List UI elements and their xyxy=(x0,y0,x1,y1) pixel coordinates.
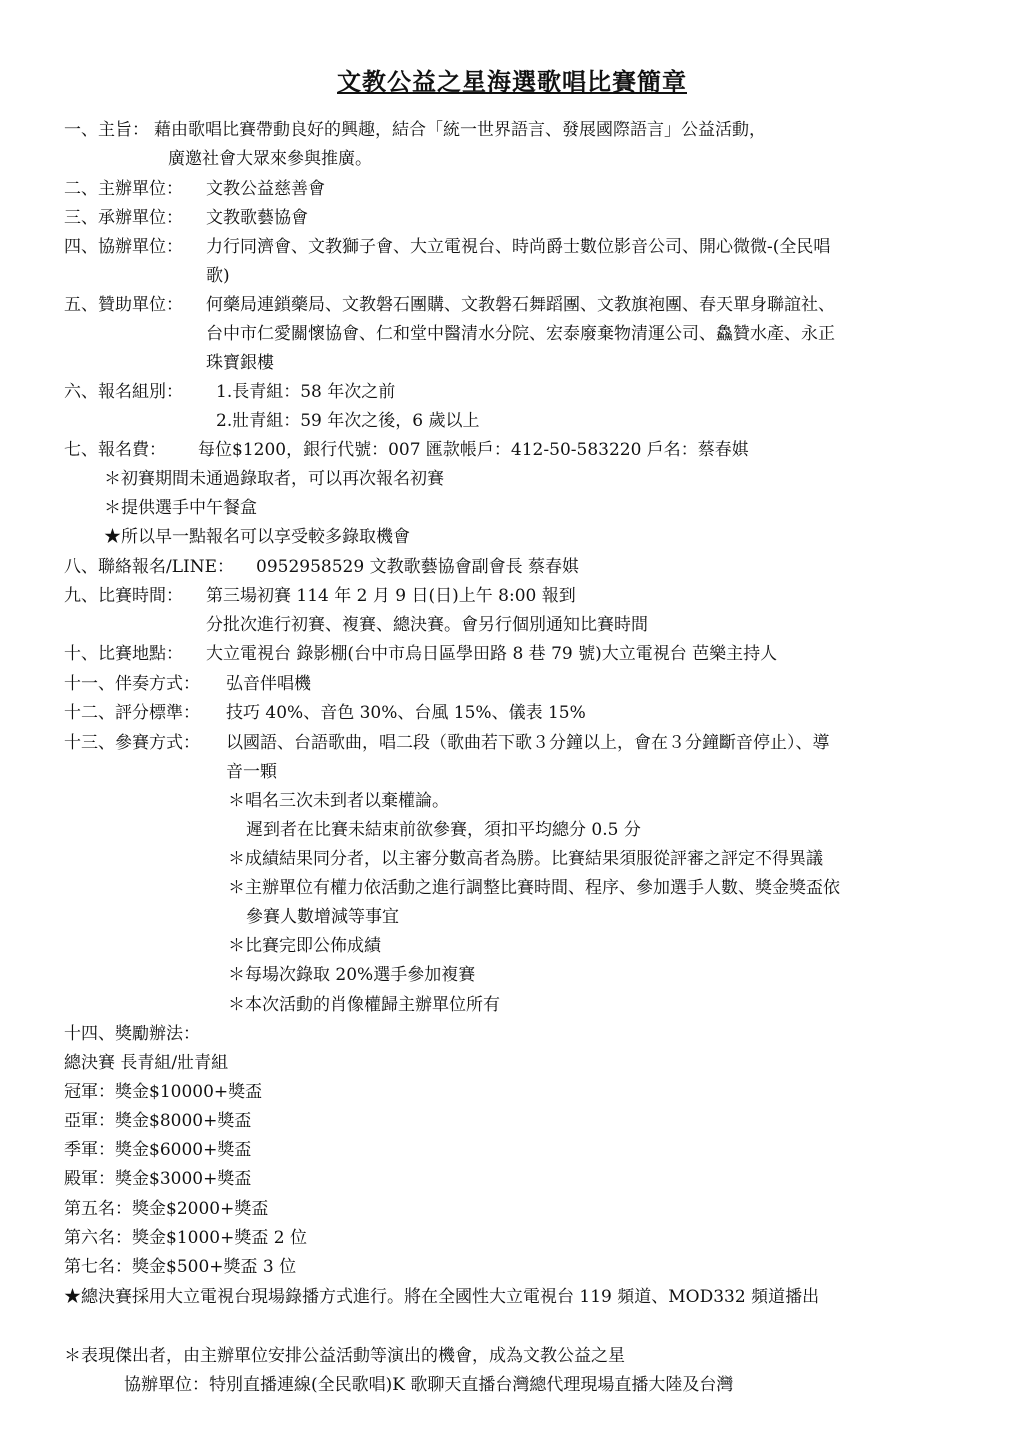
section-4-heading: 四、協辦單位： xyxy=(64,237,183,257)
section-13-heading: 十三、參賽方式： xyxy=(64,733,200,753)
document-title: 文教公益之星海選歌唱比賽簡章 xyxy=(337,67,687,96)
section-10-heading: 十、比賽地點： xyxy=(64,644,183,664)
section-5-line-1: 何藥局連鎖藥局、文教磐石團購、文教磐石舞蹈團、文教旗袍團、春天單身聯誼社、 xyxy=(206,295,835,315)
co-organizer-livestream-note: 協辦單位：特別直播連線(全民歌唱)K 歌聊天直播台灣總代理現場直播大陸及台灣 xyxy=(124,1375,734,1395)
prize-item: 冠軍：獎金$10000+獎盃 xyxy=(64,1082,263,1102)
section-7-note-1: ＊初賽期間未通過錄取者，可以再次報名初賽 xyxy=(104,469,444,489)
section-1-line-2: 廣邀社會大眾來參與推廣。 xyxy=(168,149,372,169)
section-2-heading: 二、主辦單位： xyxy=(64,179,183,199)
section-3-text: 文教歌藝協會 xyxy=(206,208,308,228)
section-9-line-2: 分批次進行初賽、複賽、總決賽。會另行個別通知比賽時間 xyxy=(206,615,648,635)
section-11-text: 弘音伴唱機 xyxy=(226,674,311,694)
prize-item: 第六名：獎金$1000+獎盃 2 位 xyxy=(64,1228,307,1248)
section-13-note-1: ＊唱名三次未到者以棄權論。 xyxy=(228,791,449,811)
broadcast-note: ★總決賽採用大立電視台現場錄播方式進行。將在全國性大立電視台 119 頻道、MOD332 頻道播出 xyxy=(64,1287,820,1307)
section-5-line-2: 台中市仁愛關懷協會、仁和堂中醫清水分院、宏泰廢棄物清運公司、鱻贊水產、永正 xyxy=(206,324,835,344)
prize-item: 季軍：獎金$6000+獎盃 xyxy=(64,1140,252,1160)
section-8-text: 0952958529 文教歌藝協會副會長 蔡春娸 xyxy=(256,557,579,577)
prize-item: 第五名：獎金$2000+獎盃 xyxy=(64,1199,269,1219)
section-14-heading: 十四、獎勵辦法： xyxy=(64,1024,200,1044)
prize-item: 第七名：獎金$500+獎盃 3 位 xyxy=(64,1257,297,1277)
section-8-heading: 八、聯絡報名/LINE： xyxy=(64,557,235,577)
section-6-heading: 六、報名組別： xyxy=(64,382,183,402)
section-4-line-1: 力行同濟會、文教獅子會、大立電視台、時尚爵士數位影音公司、開心微微-(全民唱 xyxy=(206,237,831,257)
section-7-heading: 七、報名費： xyxy=(64,440,166,460)
section-11-heading: 十一、伴奏方式： xyxy=(64,674,200,694)
section-6-line-2: 2.壯青組：59 年次之後，6 歲以上 xyxy=(216,411,480,431)
section-6-line-1: 1.長青組：58 年次之前 xyxy=(216,382,396,402)
section-1-line-1: 藉由歌唱比賽帶動良好的興趣，結合「統一世界語言、發展國際語言」公益活動， xyxy=(154,120,766,140)
section-13-note-3: ＊主辦單位有權力依活動之進行調整比賽時間、程序、參加選手人數、獎金獎盃依 xyxy=(228,878,840,898)
prize-item: 亞軍：獎金$8000+獎盃 xyxy=(64,1111,252,1131)
section-13-line-1: 以國語、台語歌曲，唱二段（歌曲若下歌３分鐘以上，會在３分鐘斷音停止）、導 xyxy=(226,733,830,753)
section-3-heading: 三、承辦單位： xyxy=(64,208,183,228)
outstanding-performer-note: ＊表現傑出者，由主辦單位安排公益活動等演出的機會，成為文教公益之星 xyxy=(64,1346,625,1366)
section-2-text: 文教公益慈善會 xyxy=(206,179,325,199)
section-13-line-2: 音一顆 xyxy=(226,762,277,782)
section-13-note-3-cont: 參賽人數增減等事宜 xyxy=(246,907,399,927)
section-13-note-6: ＊本次活動的肖像權歸主辦單位所有 xyxy=(228,995,500,1015)
section-1-heading: 一、主旨： xyxy=(64,120,149,140)
section-7-note-3: ★所以早一點報名可以享受較多錄取機會 xyxy=(104,527,410,547)
prize-item: 殿軍：獎金$3000+獎盃 xyxy=(64,1169,252,1189)
section-13-note-5: ＊每場次錄取 20%選手參加複賽 xyxy=(228,965,476,985)
section-12-heading: 十二、評分標準： xyxy=(64,703,200,723)
section-7-note-2: ＊提供選手中午餐盒 xyxy=(104,498,257,518)
section-5-heading: 五、贊助單位： xyxy=(64,295,183,315)
section-4-line-2: 歌) xyxy=(206,266,230,286)
section-9-heading: 九、比賽時間： xyxy=(64,586,183,606)
section-13-note-2: ＊成績結果同分者，以主審分數高者為勝。比賽結果須服從評審之評定不得異議 xyxy=(228,849,823,869)
section-9-line-1: 第三場初賽 114 年 2 月 9 日(日)上午 8:00 報到 xyxy=(206,586,576,606)
section-7-text: 每位$1200，銀行代號：007 匯款帳戶：412-50-583220 戶名：蔡春娸 xyxy=(198,440,749,460)
section-12-text: 技巧 40%、音色 30%、台風 15%、儀表 15% xyxy=(226,703,586,723)
section-14-subtitle: 總決賽 長青組/壯青組 xyxy=(64,1053,229,1073)
section-10-text: 大立電視台 錄影棚(台中市烏日區學田路 8 巷 79 號)大立電視台 芭樂主持人 xyxy=(206,644,778,664)
section-13-note-4: ＊比賽完即公佈成績 xyxy=(228,936,381,956)
section-13-note-1-cont: 遲到者在比賽未結束前欲參賽，須扣平均總分 0.5 分 xyxy=(246,820,641,840)
section-5-line-3: 珠寶銀樓 xyxy=(206,353,274,373)
